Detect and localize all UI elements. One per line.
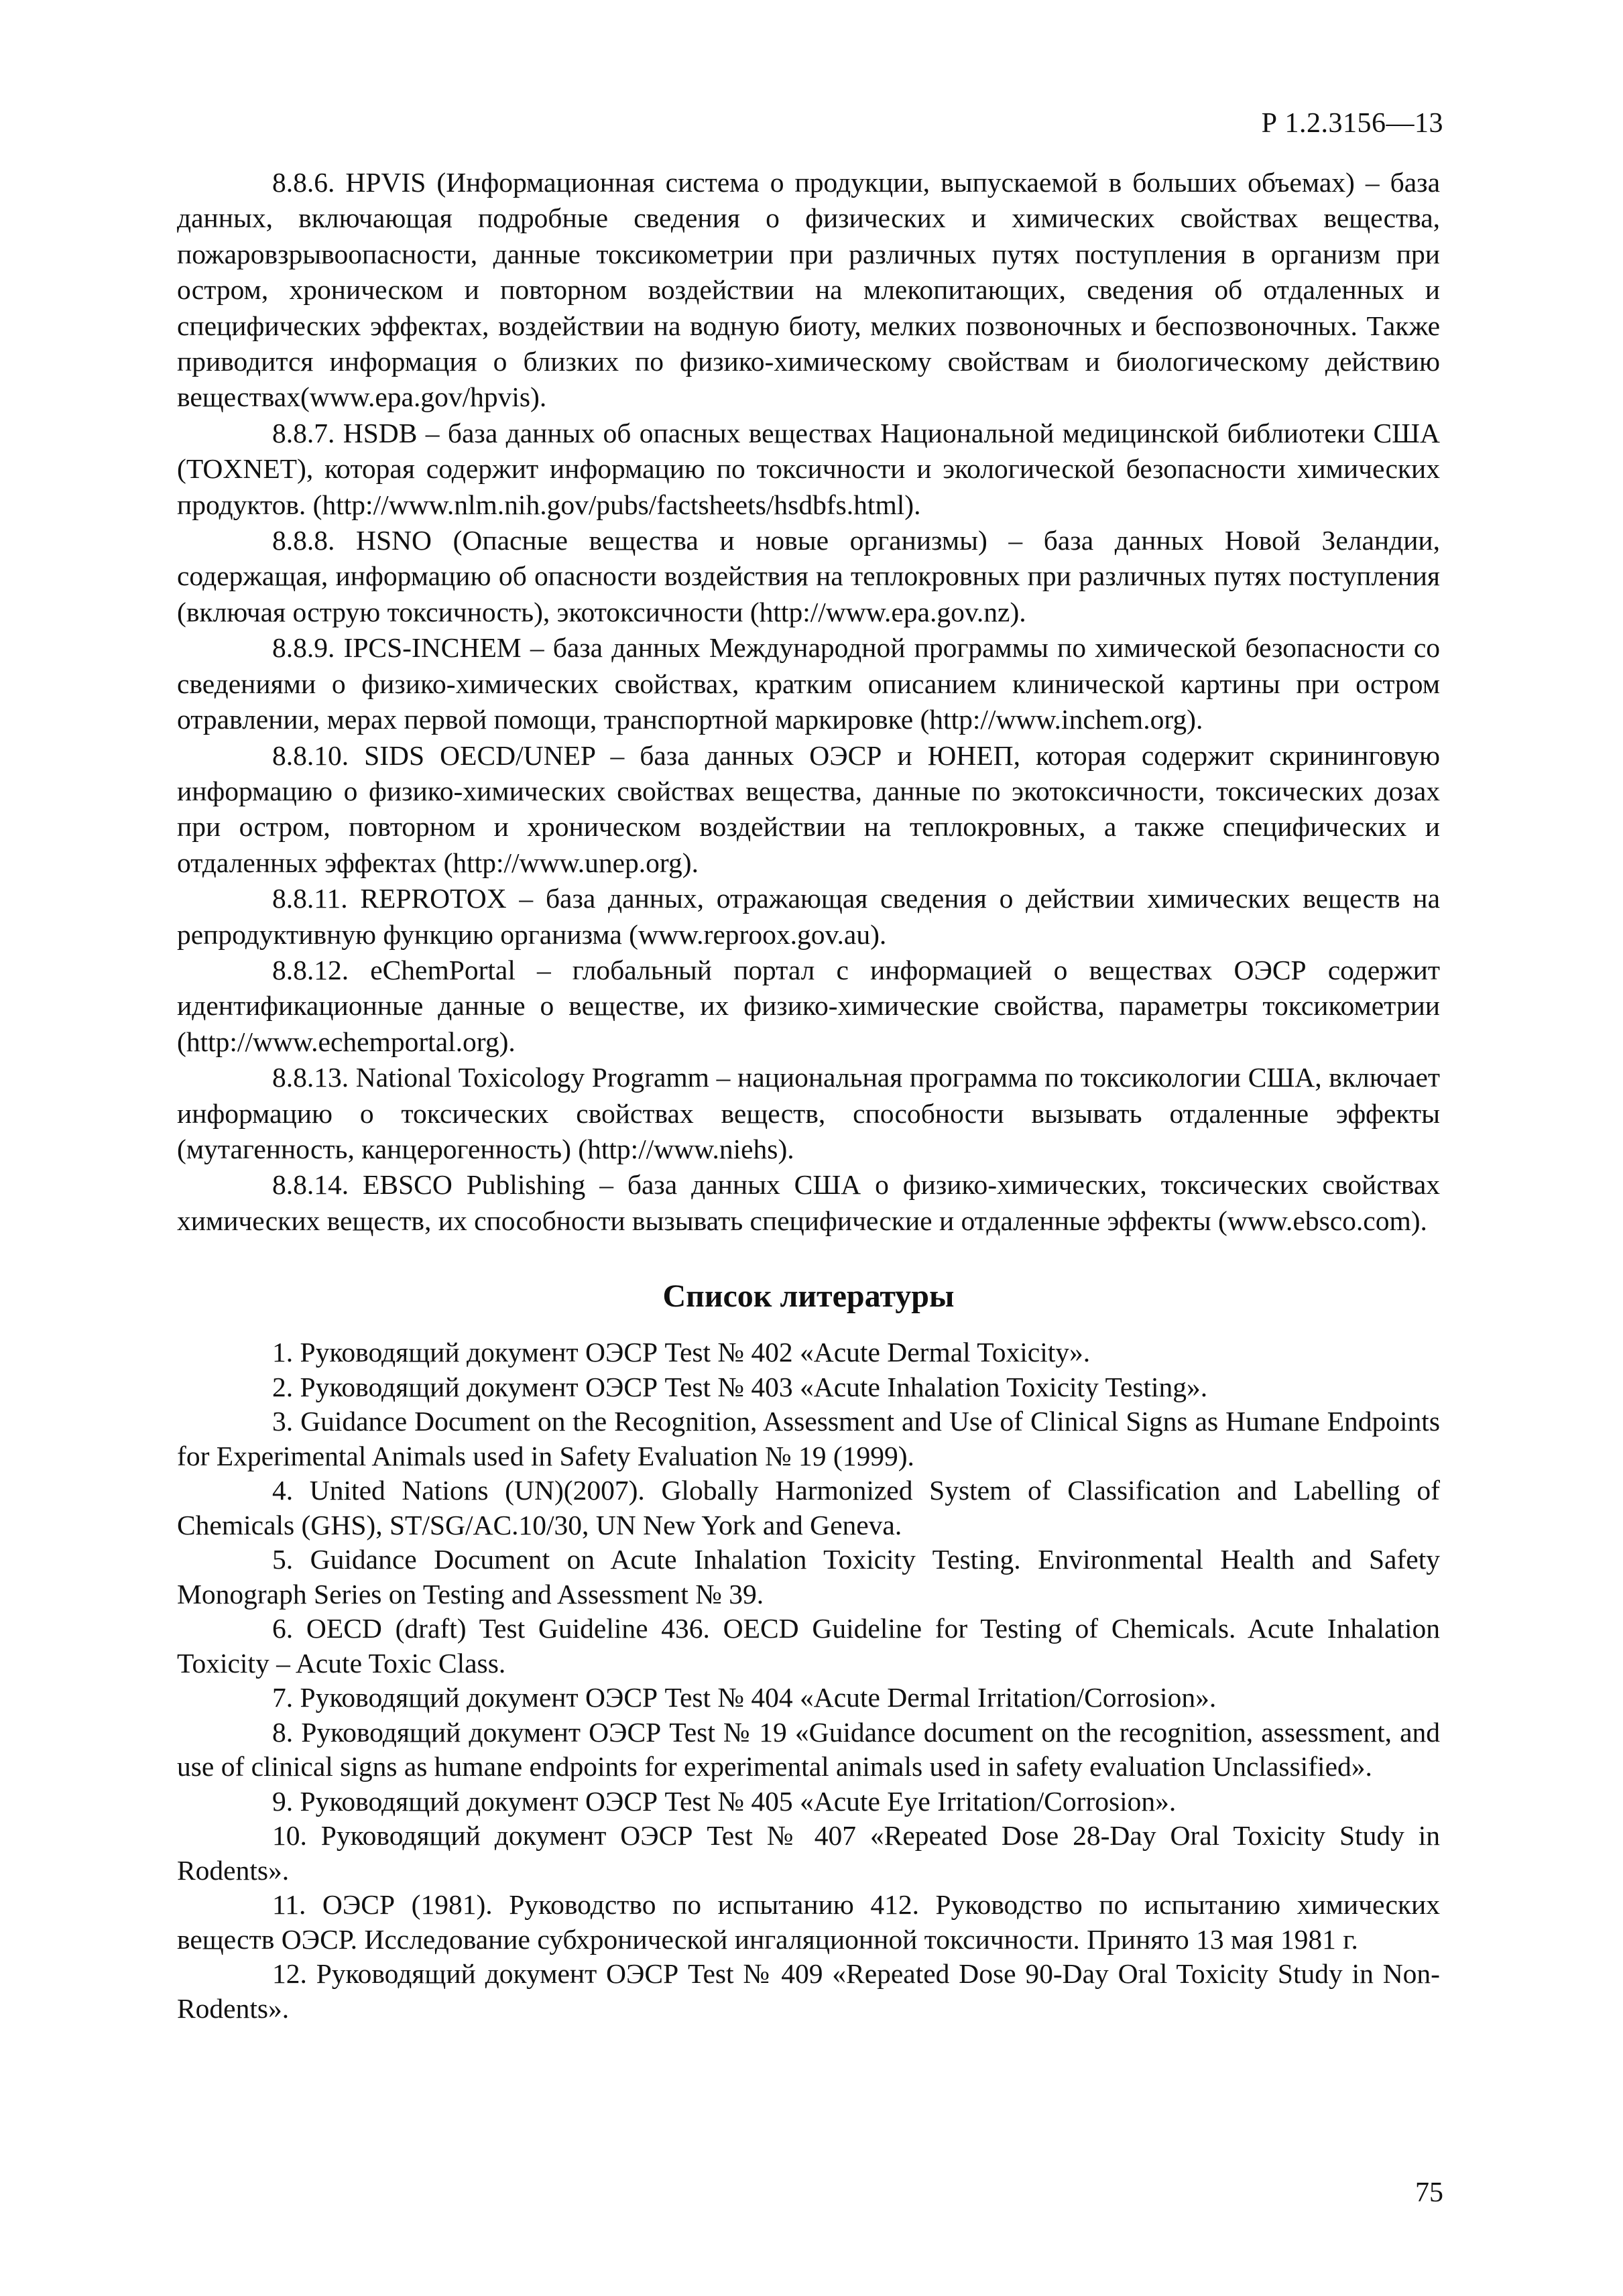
reference-item: 2. Руководящий документ ОЭСР Test № 403 «Acute Inhalation Toxicity Testing». [272,1371,1208,1402]
reference-item: 1. Руководящий документ ОЭСР Test № 402 «Acute Dermal Toxicity». [272,1337,1091,1368]
paragraph-8-8-13: 8.8.13. National Toxicology Programm – национальная программа по токсикологии США, включает информацию о токсических свойствах веществ, способности вызывать отдаленные эффекты (мутагенность, канцерогенность) (http://www.niehs). [177,1062,1440,1164]
document-code-header: Р 1.2.3156—13 [1261,108,1443,139]
references-list [177,1335,1440,2026]
reference-item: 3. Guidance Document on the Recognition, Assessment and Use of Clinical Signs as Humane Endpoints for Experimental Animals used in Safety Evaluation № 19 (1999). [177,1406,1440,1471]
reference-item: 5. Guidance Document on Acute Inhalation Toxicity Testing. Environmental Health and Safety Monograph Series on Testing and Assessment № 39. [177,1544,1440,1610]
paragraph-8-8-8: 8.8.8. HSNO (Опасные вещества и новые организмы) – база данных Новой Зеландии, содержащая, информацию об опасности воздействия на теплокровных при различных путях поступления (включая острую токсичность), экотоксичности (http://www.epa.gov.nz). [177,525,1440,627]
paragraph-8-8-7: 8.8.7. HSDB – база данных об опасных веществах Национальной медицинской библиотеки США (TOXNET), которая содержит информацию по токсичности и экологической безопасности химических продуктов. (http://www.nlm.nih.gov/pubs/factsheets/hsdbfs.html). [177,417,1440,520]
paragraph-8-8-11: 8.8.11. REPROTOX – база данных, отражающая сведения о действии химических веществ на репродуктивную функцию организма (www.reproox.gov.au). [177,883,1440,950]
paragraph-8-8-6: 8.8.6. HPVIS (Информационная система о продукции, выпускаемой в больших объемах) – база данных, включающая подробные сведения о физических и химических свойствах вещества, пожаровзрывоопасности, данные токсикометрии при различных путях поступления в организм при остром, хроническом и повторном воздействии на млекопитающих, сведения об отдаленных и специфических эффектах, воздействии на водную биоту, мелких позвоночных и беспозвоночных. Также приводится информация о близких по физико-химическому свойствам и биологическому действию веществах(www.epa.gov/hpvis). [177,167,1440,413]
paragraph-8-8-12: 8.8.12. eChemPortal – глобальный портал с информацией о веществах ОЭСР содержит идентификационные данные о веществе, их физико-химические свойства, параметры токсикометрии (http://www.echemportal.org). [177,954,1440,1057]
reference-item: 4. United Nations (UN)(2007). Globally Harmonized System of Classification and Labelling of Chemicals (GHS), ST/SG/AC.10/30, UN New York and Geneva. [177,1475,1440,1540]
reference-item: 8. Руководящий документ ОЭСР Test № 19 «Guidance document on the recognition, assessment, and use of clinical signs as humane endpoints for experimental animals used in safety evaluation Unclassified». [177,1716,1440,1783]
reference-item: 9. Руководящий документ ОЭСР Test № 405 «Acute Eye Irritation/Corrosion». [272,1785,1177,1817]
paragraph-8-8-14: 8.8.14. EBSCO Publishing – база данных США о физико-химических, токсических свойствах химических веществ, их способности вызывать специфические и отдаленные эффекты (www.ebsco.com). [177,1169,1440,1236]
paragraph-8-8-10: 8.8.10. SIDS OECD/UNEP – база данных ОЭСР и ЮНЕП, которая содержит скрининговую информацию о физико-химических свойствах вещества, данные по экотоксичности, токсических дозах при остром, повторном и хроническом воздействии на теплокровных, а также специфических и отдаленных эффектах (http://www.unep.org). [177,739,1440,878]
reference-item: 6. OECD (draft) Test Guideline 436. OECD Guideline for Testing of Chemicals. Acute Inhalation Toxicity – Acute Toxic Class. [177,1613,1440,1679]
reference-item: 10. Руководящий документ ОЭСР Test № 407 «Repeated Dose 28-Day Oral Toxicity Study in Rodents». [177,1820,1440,1886]
reference-item: 12. Руководящий документ ОЭСР Test № 409 «Repeated Dose 90-Day Oral Toxicity Study in Non-Rodents». [177,1958,1440,2024]
document-body [177,165,1440,2026]
reference-item: 11. ОЭСР (1981). Руководство по испытанию 412. Руководство по испытанию химических веществ ОЭСР. Исследование субхронической ингаляционной токсичности. Принято 13 мая 1981 г. [177,1889,1440,1955]
page-number: 75 [1415,2177,1443,2208]
references-heading: Список литературы [662,1278,955,1315]
paragraph-8-8-9: 8.8.9. IPCS-INCHEM – база данных Международной программы по химической безопасности со сведениями о физико-химических свойствах, кратким описанием клинической картины при остром отравлении, мерах первой помощи, транспортной маркировке (http://www.inchem.org). [177,632,1440,735]
reference-item: 7. Руководящий документ ОЭСР Test № 404 «Acute Dermal Irritation/Corrosion». [272,1682,1217,1713]
